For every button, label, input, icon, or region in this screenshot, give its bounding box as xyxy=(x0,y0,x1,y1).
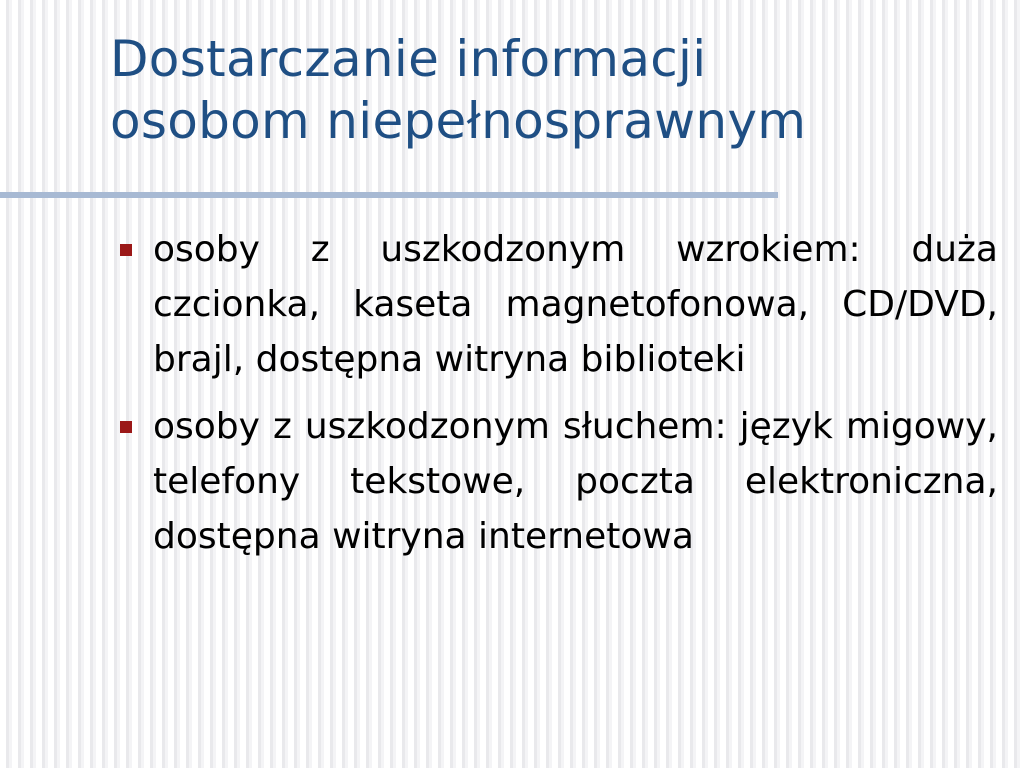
bullet-text: osoby z uszkodzonym wzrokiem: duża czcionka, kaseta magnetofonowa, CD/DVD, brajl, dostępna witryna biblioteki xyxy=(153,229,998,380)
slide-title-line-1: Dostarczanie informacji xyxy=(110,30,707,88)
slide-title-line-2: osobom niepełnosprawnym xyxy=(110,92,807,150)
title-underline xyxy=(0,192,778,198)
bullet-list xyxy=(110,222,998,576)
bullet-item-hearing-impairment xyxy=(110,399,998,564)
bullet-text: osoby z uszkodzonym słuchem: język migowy, telefony tekstowe, poczta elektroniczna, dostępna witryna internetowa xyxy=(153,406,998,557)
bullet-item-visual-impairment xyxy=(110,222,998,387)
slide-title xyxy=(110,28,990,152)
square-bullet-icon xyxy=(120,244,132,256)
square-bullet-icon xyxy=(120,421,132,433)
